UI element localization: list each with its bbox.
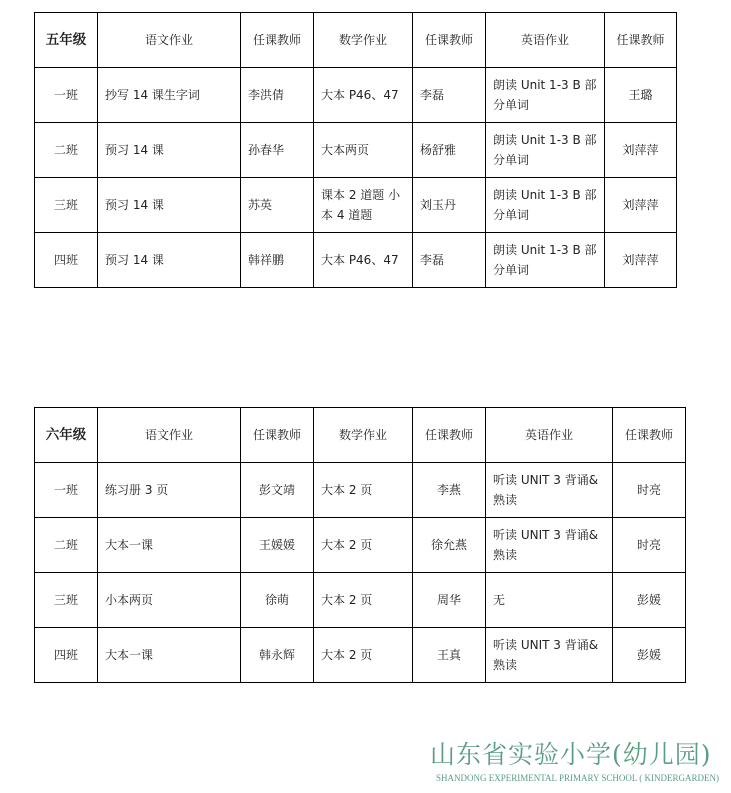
header-chinese-teacher: 任课教师	[241, 408, 314, 463]
math-homework: 大本 2 页	[314, 573, 413, 628]
table-row	[35, 463, 686, 518]
header-math-teacher: 任课教师	[413, 13, 486, 68]
class-name: 三班	[35, 178, 98, 233]
school-logo	[430, 738, 722, 784]
english-homework: 听读 UNIT 3 背诵&熟读	[486, 628, 613, 683]
table-row	[35, 628, 686, 683]
english-teacher: 王璐	[605, 68, 677, 123]
table-row	[35, 123, 677, 178]
english-teacher: 刘萍萍	[605, 178, 677, 233]
english-teacher: 彭媛	[613, 573, 686, 628]
math-teacher: 刘玉丹	[413, 178, 486, 233]
chinese-teacher: 苏英	[241, 178, 314, 233]
english-homework: 无	[486, 573, 613, 628]
table-row	[35, 68, 677, 123]
chinese-homework: 预习 14 课	[98, 123, 241, 178]
class-name: 一班	[35, 68, 98, 123]
chinese-teacher: 韩祥鹏	[241, 233, 314, 288]
table-row	[35, 573, 686, 628]
english-teacher: 刘萍萍	[605, 233, 677, 288]
grade6-homework-table	[34, 407, 686, 683]
class-name: 一班	[35, 463, 98, 518]
class-name: 四班	[35, 628, 98, 683]
header-english: 英语作业	[486, 13, 605, 68]
english-homework: 听读 UNIT 3 背诵&熟读	[486, 463, 613, 518]
math-homework: 大本两页	[314, 123, 413, 178]
chinese-teacher: 王媛媛	[241, 518, 314, 573]
math-teacher: 周华	[413, 573, 486, 628]
math-homework: 大本 2 页	[314, 628, 413, 683]
english-teacher: 时亮	[613, 518, 686, 573]
chinese-homework: 抄写 14 课生字词	[98, 68, 241, 123]
header-math-teacher: 任课教师	[413, 408, 486, 463]
grade-label: 六年级	[35, 408, 98, 463]
math-homework: 大本 P46、47	[314, 68, 413, 123]
english-teacher: 彭媛	[613, 628, 686, 683]
header-english: 英语作业	[486, 408, 613, 463]
school-name-english: SHANDONG EXPERIMENTAL PRIMARY SCHOOL ( KINDERGARDEN)	[436, 773, 720, 783]
chinese-homework: 小本两页	[98, 573, 241, 628]
english-homework: 朗读 Unit 1-3 B 部分单词	[486, 233, 605, 288]
math-homework: 大本 2 页	[314, 463, 413, 518]
chinese-homework: 练习册 3 页	[98, 463, 241, 518]
header-math: 数学作业	[314, 13, 413, 68]
english-teacher: 刘萍萍	[605, 123, 677, 178]
chinese-teacher: 韩永辉	[241, 628, 314, 683]
math-homework: 大本 2 页	[314, 518, 413, 573]
english-homework: 朗读 Unit 1-3 B 部分单词	[486, 123, 605, 178]
chinese-teacher: 孙春华	[241, 123, 314, 178]
table-row	[35, 178, 677, 233]
math-teacher: 李磊	[413, 233, 486, 288]
header-chinese-teacher: 任课教师	[241, 13, 314, 68]
chinese-teacher: 徐萌	[241, 573, 314, 628]
table-row	[35, 518, 686, 573]
header-english-teacher: 任课教师	[613, 408, 686, 463]
class-name: 二班	[35, 123, 98, 178]
header-chinese: 语文作业	[98, 408, 241, 463]
table-row	[35, 233, 677, 288]
math-teacher: 李磊	[413, 68, 486, 123]
class-name: 三班	[35, 573, 98, 628]
english-teacher: 时亮	[613, 463, 686, 518]
english-homework: 听读 UNIT 3 背诵&熟读	[486, 518, 613, 573]
chinese-homework: 预习 14 课	[98, 178, 241, 233]
class-name: 四班	[35, 233, 98, 288]
header-english-teacher: 任课教师	[605, 13, 677, 68]
english-homework: 朗读 Unit 1-3 B 部分单词	[486, 68, 605, 123]
chinese-homework: 大本一课	[98, 518, 241, 573]
math-teacher: 李燕	[413, 463, 486, 518]
header-math: 数学作业	[314, 408, 413, 463]
math-teacher: 杨舒雅	[413, 123, 486, 178]
header-chinese: 语文作业	[98, 13, 241, 68]
chinese-teacher: 彭文靖	[241, 463, 314, 518]
math-homework: 课本 2 道题 小本 4 道题	[314, 178, 413, 233]
chinese-teacher: 李洪倩	[241, 68, 314, 123]
table-header-row	[35, 408, 686, 463]
chinese-homework: 预习 14 课	[98, 233, 241, 288]
math-homework: 大本 P46、47	[314, 233, 413, 288]
grade-label: 五年级	[35, 13, 98, 68]
school-name-chinese: 山东省实验小学(幼儿园)	[430, 740, 712, 769]
class-name: 二班	[35, 518, 98, 573]
math-teacher: 徐允燕	[413, 518, 486, 573]
chinese-homework: 大本一课	[98, 628, 241, 683]
grade5-homework-table	[34, 12, 677, 288]
english-homework: 朗读 Unit 1-3 B 部分单词	[486, 178, 605, 233]
math-teacher: 王真	[413, 628, 486, 683]
table-header-row	[35, 13, 677, 68]
